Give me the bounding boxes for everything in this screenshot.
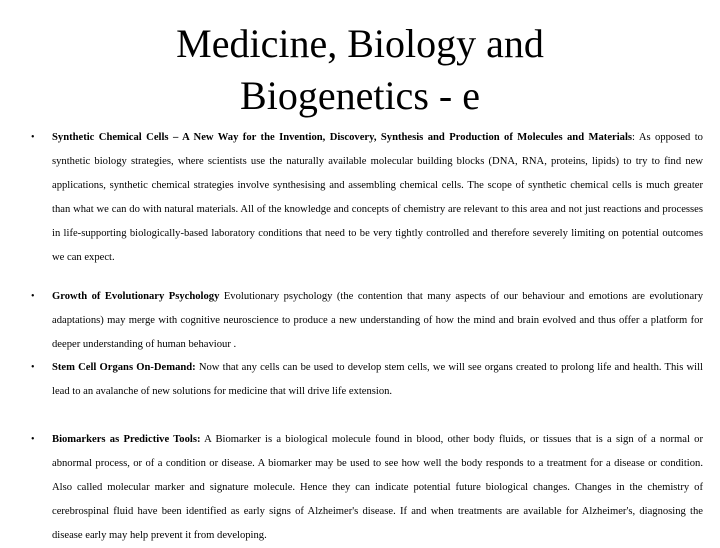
slide-title [0, 18, 720, 122]
list-item [31, 285, 704, 357]
item-body: : As opposed to synthetic biology strategies, where scientists use the naturally available molecular building blocks (DNA, RNA, proteins, lipids) to try to find new applications, synthetic chemical strategies involve synthesising and assembling chemical cells. The scope of synthetic chemical cells is much greater than what we can do with natural materials. All of the knowledge and concepts of chemistry are relevant to this area and not just reactions and processes in life-supporting biologically-based laboratory conditions that need to be very tightly controlled and therefore severely limiting on potential outcomes we can expect. [52, 132, 703, 263]
item-heading: Growth of Evolutionary Psychology [52, 291, 220, 302]
item-heading: Biomarkers as Predictive Tools: [52, 434, 201, 445]
bullet-icon: • [31, 362, 35, 373]
bullet-icon: • [31, 434, 35, 445]
list-item [31, 428, 703, 548]
item-body: A Biomarker is a biological molecule found in blood, other body fluids, or tissues that is a sign of a normal or abnormal process, or of a condition or disease. A biomarker may be used to see how well the body responds to a treatment for a disease or condition. Also called molecular marker and signature molecule. Hence they can indicate potential future biological changes. Changes in the chemistry of cerebrospinal fluid have been identified as early signs of Alzheimer's disease. If and when treatments are available for Alzheimer's, diagnosing the disease early may help prevent it from developing. [52, 434, 703, 541]
item-body: Evolutionary psychology (the contention that many aspects of our behaviour and emotions are evolutionary adaptations) may merge with cognitive neuroscience to produce a new understanding of how the mind and brain evolved and thus offer a platform for deeper understanding of human behaviour . [52, 291, 704, 350]
list-item [31, 356, 703, 404]
slide-title-line-1: Medicine, Biology and [176, 21, 544, 66]
slide-title-line-2: Biogenetics - e [240, 73, 480, 118]
bullet-icon: • [31, 132, 35, 143]
bullet-icon: • [31, 291, 35, 302]
item-heading: Stem Cell Organs On-Demand: [52, 362, 196, 373]
item-heading: Synthetic Chemical Cells – A New Way for the Invention, Discovery, Synthesis and Production of Molecules and Materials [52, 132, 633, 143]
list-item [31, 126, 703, 270]
item-body: Now that any cells can be used to develop stem cells, we will see organs created to prolong life and health. This will lead to an avalanche of new solutions for medicine that will drive life extension. [52, 362, 703, 397]
